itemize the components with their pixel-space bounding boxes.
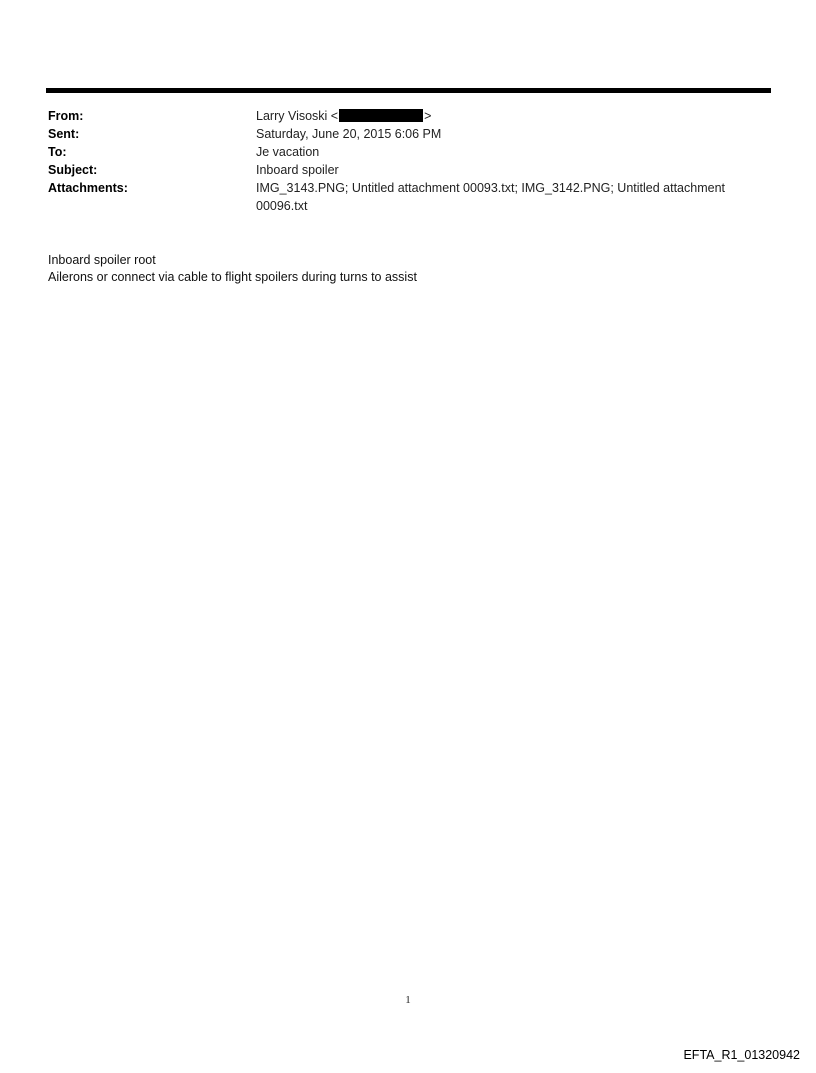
sent-row [48, 125, 771, 143]
from-bracket-close: > [424, 109, 432, 123]
page-number: 1 [405, 994, 411, 1006]
sent-value: Saturday, June 20, 2015 6:06 PM [256, 127, 442, 141]
sent-label: Sent: [48, 127, 80, 141]
document-id: EFTA_R1_01320942 [683, 1048, 800, 1062]
redaction-box [339, 109, 423, 122]
subject-value: Inboard spoiler [256, 163, 339, 177]
to-value: Je vacation [256, 145, 320, 159]
from-label: From: [48, 109, 84, 123]
from-name: Larry Visoski < [256, 109, 339, 123]
subject-row [48, 161, 771, 179]
attachments-label: Attachments: [48, 181, 128, 195]
attachments-value: IMG_3143.PNG; Untitled attachment 00093.txt; IMG_3142.PNG; Untitled attachment 00096.txt [256, 181, 725, 213]
to-label: To: [48, 145, 67, 159]
email-body [48, 252, 417, 286]
to-row [48, 143, 771, 161]
email-header [48, 107, 771, 215]
body-line: Ailerons or connect via cable to flight spoilers during turns to assist [48, 270, 417, 284]
header-divider [46, 88, 771, 93]
subject-label: Subject: [48, 163, 98, 177]
attachments-row [48, 179, 771, 215]
from-value [256, 107, 771, 125]
body-line: Inboard spoiler root [48, 253, 156, 267]
from-row [48, 107, 771, 125]
